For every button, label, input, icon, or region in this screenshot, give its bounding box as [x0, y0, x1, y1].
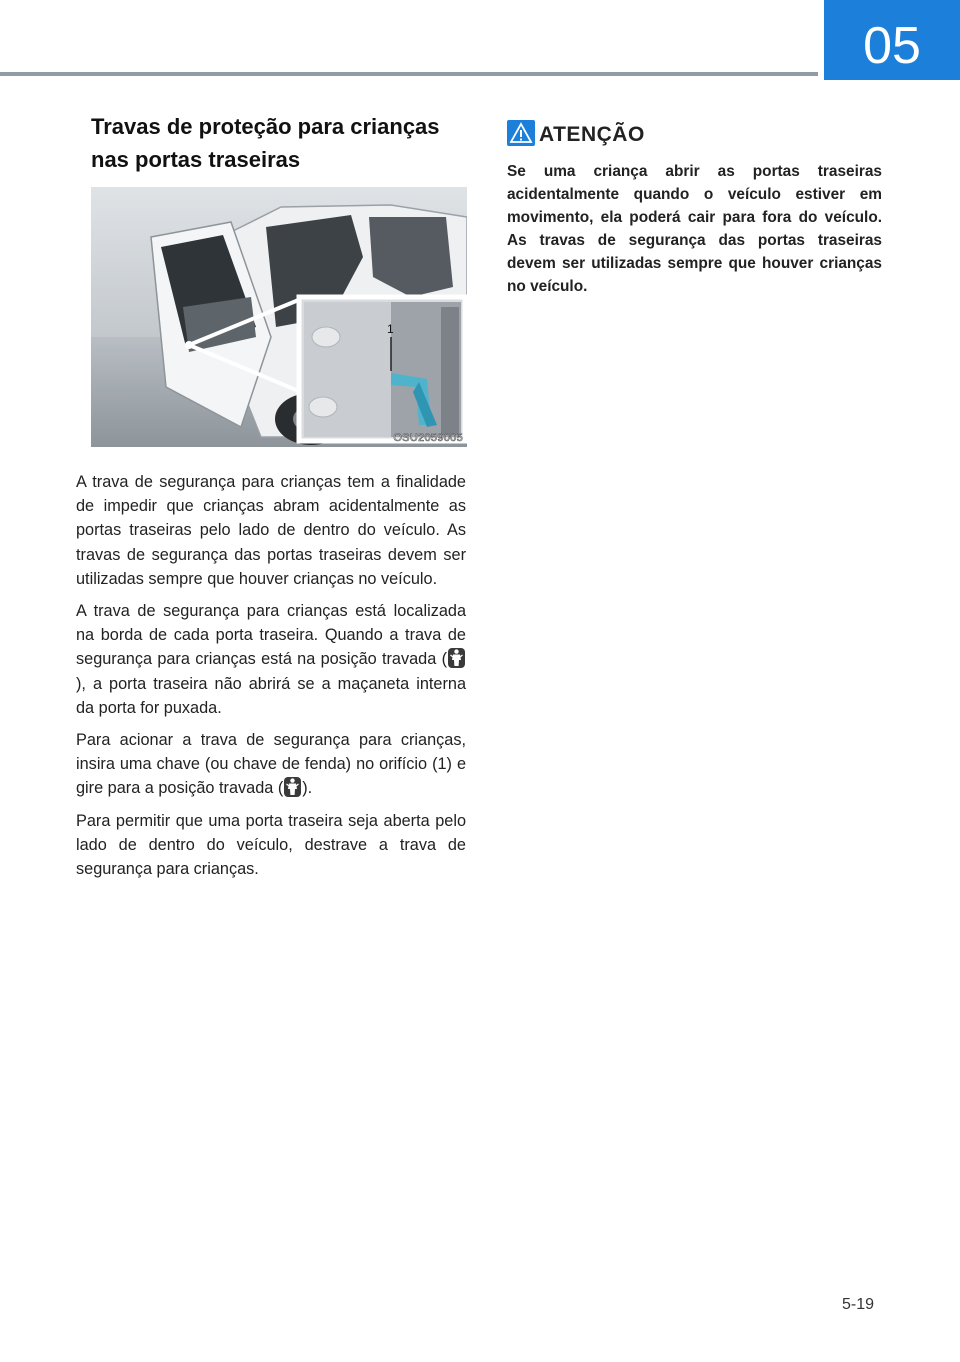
- warning-title: ATENÇÃO: [539, 123, 645, 146]
- paragraph-2: [76, 599, 466, 720]
- svg-text:1: 1: [387, 322, 394, 336]
- section-title: Travas de proteção para crianças nas portas traseiras: [91, 114, 440, 172]
- figure-code: OSU2059005: [393, 432, 463, 444]
- paragraph-3-start: Para acionar a trava de segurança para crianças, insira uma chave (ou chave de fenda) no orifício (1) e gire para a posição travada (: [76, 731, 466, 798]
- chapter-tab: 05: [824, 0, 960, 80]
- paragraph-2-end: ), a porta traseira não abrirá se a maçaneta interna da porta for puxada.: [76, 674, 466, 717]
- child-lock-icon: [284, 777, 301, 797]
- body-text: [76, 470, 466, 889]
- header-rule: [0, 72, 818, 76]
- paragraph-1: A trava de segurança para crianças tem a finalidade de impedir que crianças abram acidentalmente as portas traseiras pelo lado de dentro do veículo. As travas de segurança das portas traseiras devem ser utilizadas sempre que houver crianças no veículo.: [76, 473, 466, 588]
- paragraph-4: Para permitir que uma porta traseira seja aberta pelo lado de dentro do veículo, destrave a trava de segurança para crianças.: [76, 811, 466, 879]
- warning-text: Se uma criança abrir as portas traseiras acidentalmente quando o veículo estiver em movimento, ela poderá cair para fora do veículo. As travas de segurança das portas traseiras devem ser utilizadas sempre que houver crianças no veículo.: [507, 163, 882, 295]
- paragraph-3: [76, 728, 466, 801]
- page-number: 5-19: [842, 1296, 875, 1313]
- child-lock-icon: [448, 648, 465, 668]
- child-lock-illustration: [91, 187, 467, 447]
- paragraph-3-end: ).: [302, 779, 313, 798]
- warning-triangle-icon: [507, 120, 535, 146]
- paragraph-2-start: A trava de segurança para crianças está localizada na borda de cada porta traseira. Quando a trava de segurança para crianças está na posição travada (: [76, 602, 466, 669]
